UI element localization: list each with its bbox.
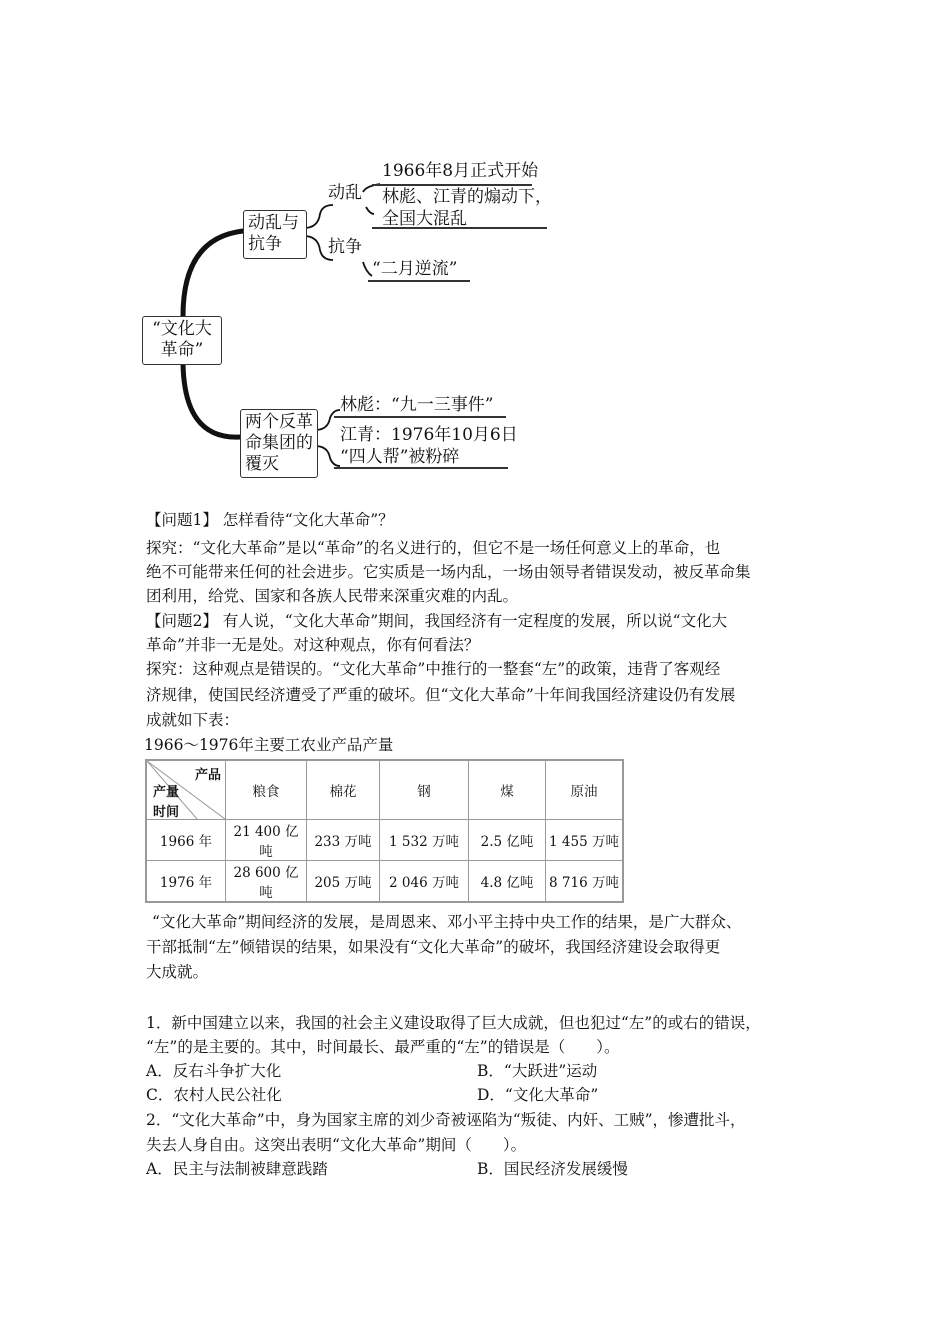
- question-2-answer-line: 济规律，使国民经济遭受了严重的破坏。但“文化大革命”十年间我国经济建设仍有发展: [146, 686, 736, 704]
- question-2-answer-line: 成就如下表：: [146, 711, 240, 729]
- exercise-1-option-b: B．“大跃进”运动: [477, 1062, 598, 1080]
- production-table: [145, 759, 624, 903]
- table-cell: 2.5 亿吨: [469, 820, 546, 861]
- underline: [372, 227, 547, 229]
- column-header: 原油: [546, 760, 624, 820]
- table-row: [146, 861, 623, 903]
- column-header: 煤: [469, 760, 546, 820]
- table-corner-cell: [146, 760, 226, 820]
- table-row: [146, 820, 623, 861]
- mindmap-branch2-item2: 江青：1976年10月6日 “四人帮”被粉碎: [340, 425, 518, 467]
- corner-time-label: 时间: [153, 805, 180, 820]
- mindmap-branch1-sub2-item1: “二月逆流”: [372, 259, 458, 279]
- underline: [368, 280, 470, 282]
- conclusion-line: 干部抵制“左”倾错误的结果，如果没有“文化大革命”的破坏，我国经济建设会取得更: [146, 938, 721, 956]
- table-cell: 2 046 万吨: [380, 861, 469, 903]
- table-caption: 1966～1976年主要工农业产品产量: [144, 736, 394, 754]
- corner-product-label: 产品: [194, 768, 221, 783]
- mindmap-branch2: 两个反革 命集团的 覆灭: [240, 409, 318, 478]
- table-cell: 1966 年: [146, 820, 226, 861]
- question-2-line: 【问题2】 有人说，“文化大革命”期间，我国经济有一定程度的发展，所以说“文化大: [146, 612, 728, 630]
- table-cell: 1976 年: [146, 861, 226, 903]
- corner-output-label: 产量: [153, 785, 180, 800]
- column-header: 钢: [380, 760, 469, 820]
- underline: [334, 416, 506, 418]
- conclusion-line: 大成就。: [146, 963, 209, 981]
- question-1-title: 【问题1】 怎样看待“文化大革命”？: [146, 511, 394, 529]
- exercise-1-option-d: D．“文化大革命”: [477, 1086, 599, 1104]
- column-header: 粮食: [226, 760, 307, 820]
- mindmap-branch1-sub1-item1: 1966年8月正式开始: [382, 161, 539, 181]
- mindmap-branch2-item1: 林彪：“九一三事件”: [340, 395, 494, 415]
- table-cell: 21 400 亿吨: [226, 820, 307, 861]
- mindmap-branch1-sub2: 抗争: [328, 237, 362, 257]
- table-cell: 28 600 亿吨: [226, 861, 307, 903]
- question-1-answer-line: 团利用，给党、国家和各族人民带来深重灾难的内乱。: [146, 587, 519, 605]
- exercise-1-option-c: C．农村人民公社化: [146, 1086, 282, 1104]
- mindmap-branch1-sub1-item2: 林彪、江青的煽动下， 全国大混乱: [382, 187, 552, 229]
- column-header: 棉花: [307, 760, 380, 820]
- exercise-2-stem: 失去人身自由。这突出表明“文化大革命”期间（ ）。: [146, 1136, 527, 1154]
- exercise-2-option-b: B．国民经济发展缓慢: [477, 1160, 628, 1178]
- exercise-2-stem: 2．“文化大革命”中，身为国家主席的刘少奇被诬陷为“叛徒、内奸、工贼”，惨遭批斗，: [146, 1111, 746, 1129]
- question-2-answer-line: 探究：这种观点是错误的。“文化大革命”中推行的一整套“左”的政策，违背了客观经: [146, 660, 721, 678]
- question-1-answer-line: 绝不可能带来任何的社会进步。它实质是一场内乱，一场由领导者错误发动，被反革命集: [146, 563, 751, 581]
- exercise-1-stem: “左”的是主要的。其中，时间最长、最严重的“左”的错误是（ ）。: [146, 1038, 620, 1056]
- mindmap-branch1: 动乱与 抗争: [243, 210, 307, 259]
- exercise-2-option-a: A．民主与法制被肆意践踏: [146, 1160, 328, 1178]
- table-cell: 233 万吨: [307, 820, 380, 861]
- exercise-1-stem: 1．新中国建立以来，我国的社会主义建设取得了巨大成就，但也犯过“左”的或右的错误，: [146, 1014, 761, 1032]
- table-cell: 1 532 万吨: [380, 820, 469, 861]
- table-cell: 205 万吨: [307, 861, 380, 903]
- mindmap-branch1-sub1: 动乱: [328, 183, 362, 203]
- table-cell: 1 455 万吨: [546, 820, 624, 861]
- table-cell: 4.8 亿吨: [469, 861, 546, 903]
- exercise-1-option-a: A．反右斗争扩大化: [146, 1062, 282, 1080]
- mindmap-root: “文化大 革命”: [142, 316, 222, 365]
- question-1-answer-line: 探究：“文化大革命”是以“革命”的名义进行的，但它不是一场任何意义上的革命，也: [146, 539, 721, 557]
- table-cell: 8 716 万吨: [546, 861, 624, 903]
- conclusion-line: “文化大革命”期间经济的发展，是周恩来、邓小平主持中央工作的结果，是广大群众、: [152, 913, 742, 931]
- question-2-line: 革命”并非一无是处。对这种观点，你有何看法？: [146, 636, 480, 654]
- underline: [334, 467, 508, 469]
- table-header-row: [146, 760, 623, 820]
